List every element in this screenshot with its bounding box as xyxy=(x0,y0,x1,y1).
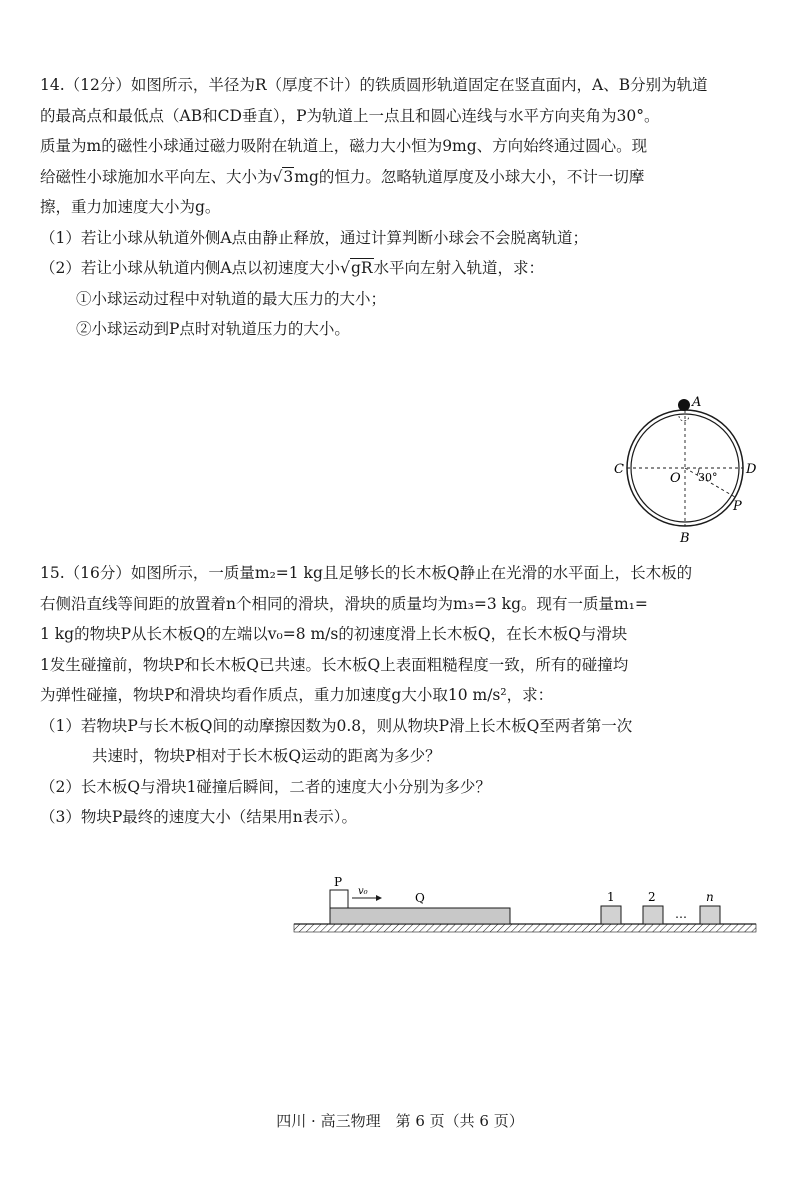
label-a: A xyxy=(692,395,702,410)
velocity-arrowhead xyxy=(376,895,382,901)
label-block-p: P xyxy=(334,875,343,889)
slider-1 xyxy=(601,906,621,924)
q14-sqrt-gr: gR xyxy=(350,259,373,277)
q15-part-1: （1）若物块P与长木板Q间的动摩擦因数为0.8，则从物块P滑上长木板Q至两者第一次 xyxy=(40,716,633,735)
label-d: D xyxy=(746,462,757,477)
question-15 xyxy=(40,558,762,833)
ground-hatch xyxy=(294,924,756,932)
q15-line-3: 1 kg的物块P从长木板Q的左端以v₀=8 m/s的初速度滑上长木板Q，在长木板Q与滑块 xyxy=(40,625,628,643)
label-ellipsis: … xyxy=(675,907,687,921)
slider-2 xyxy=(643,906,663,924)
label-slider-1: 1 xyxy=(607,890,615,904)
q14-sqrt-3: 3 xyxy=(283,167,294,186)
ball-on-track xyxy=(678,399,690,411)
board-q xyxy=(330,908,510,924)
label-c: C xyxy=(614,462,624,477)
q14-sub-1: ①小球运动过程中对轨道的最大压力的大小； xyxy=(76,289,387,308)
q14-line-1: 14.（12分）如图所示，半径为R（厚度不计）的铁质圆形轨道固定在竖直面内，A、B分别为轨道 xyxy=(40,76,708,94)
q14-line-3: 质量为m的磁性小球通过磁力吸附在轨道上，磁力大小恒为9mg、方向始终通过圆心。现 xyxy=(40,137,648,155)
label-v0: v₀ xyxy=(358,886,368,897)
board-blocks-diagram xyxy=(290,870,760,940)
label-slider-n: n xyxy=(706,890,714,904)
q14-part-1: （1）若让小球从轨道外侧A点由静止释放，通过计算判断小球会不会脱离轨道； xyxy=(40,228,589,247)
block-p xyxy=(330,890,348,908)
label-slider-2: 2 xyxy=(648,890,656,904)
circular-track-diagram xyxy=(600,388,770,548)
q14-line-2: 的最高点和最低点（AB和CD垂直），P为轨道上一点且和圆心连线与水平方向夹角为30°。 xyxy=(40,106,660,125)
label-b: B xyxy=(680,531,690,546)
page-footer: 四川 · 高三物理 第 6 页（共 6 页） xyxy=(276,1112,524,1130)
q14-line-4-post: mg的恒力。忽略轨道厚度及小球大小，不计一切摩 xyxy=(294,167,645,186)
q14-line-4-pre: 给磁性小球施加水平向左、大小为 xyxy=(40,167,273,186)
label-angle: 30° xyxy=(698,471,718,484)
q15-part-3: （3）物块P最终的速度大小（结果用n表示）。 xyxy=(40,808,358,826)
q15-part-2: （2）长木板Q与滑块1碰撞后瞬间，二者的速度大小分别为多少？ xyxy=(40,777,491,796)
q14-part-2-post: 水平向左射入轨道，求： xyxy=(373,259,545,277)
question-14 xyxy=(40,70,762,345)
q14-part-2: （2）若让小球从轨道内侧A点以初速度大小√gR水平向左射入轨道，求： xyxy=(40,259,545,277)
q15-line-4: 1发生碰撞前，物块P和长木板Q已共速。长木板Q上表面粗糙程度一致，所有的碰撞均 xyxy=(40,655,629,674)
q14-line-4: 给磁性小球施加水平向左、大小为√3mg的恒力。忽略轨道厚度及小球大小，不计一切摩 xyxy=(40,167,645,186)
q15-line-2: 右侧沿直线等间距的放置着n个相同的滑块，滑块的质量均为m₃=3 kg。现有一质量m₁= xyxy=(40,594,648,613)
label-p: P xyxy=(733,499,742,514)
q14-line-5: 擦，重力加速度大小为g。 xyxy=(40,198,221,216)
label-board-q: Q xyxy=(415,891,425,905)
ball-inside-outline xyxy=(679,416,689,421)
q15-line-5: 为弹性碰撞，物块P和滑块均看作质点，重力加速度g大小取10 m/s²，求： xyxy=(40,686,554,704)
label-o: O xyxy=(670,471,681,486)
q14-sub-2: ②小球运动到P点时对轨道压力的大小。 xyxy=(76,320,350,338)
q15-part-1-cont: 共速时，物块P相对于长木板Q运动的距离为多少？ xyxy=(92,747,441,765)
q15-line-1: 15.（16分）如图所示，一质量m₂=1 kg且足够长的长木板Q静止在光滑的水平面上，长木板的 xyxy=(40,564,693,582)
q14-part-2-pre: （2）若让小球从轨道内侧A点以初速度大小 xyxy=(40,259,341,277)
slider-n xyxy=(700,906,720,924)
